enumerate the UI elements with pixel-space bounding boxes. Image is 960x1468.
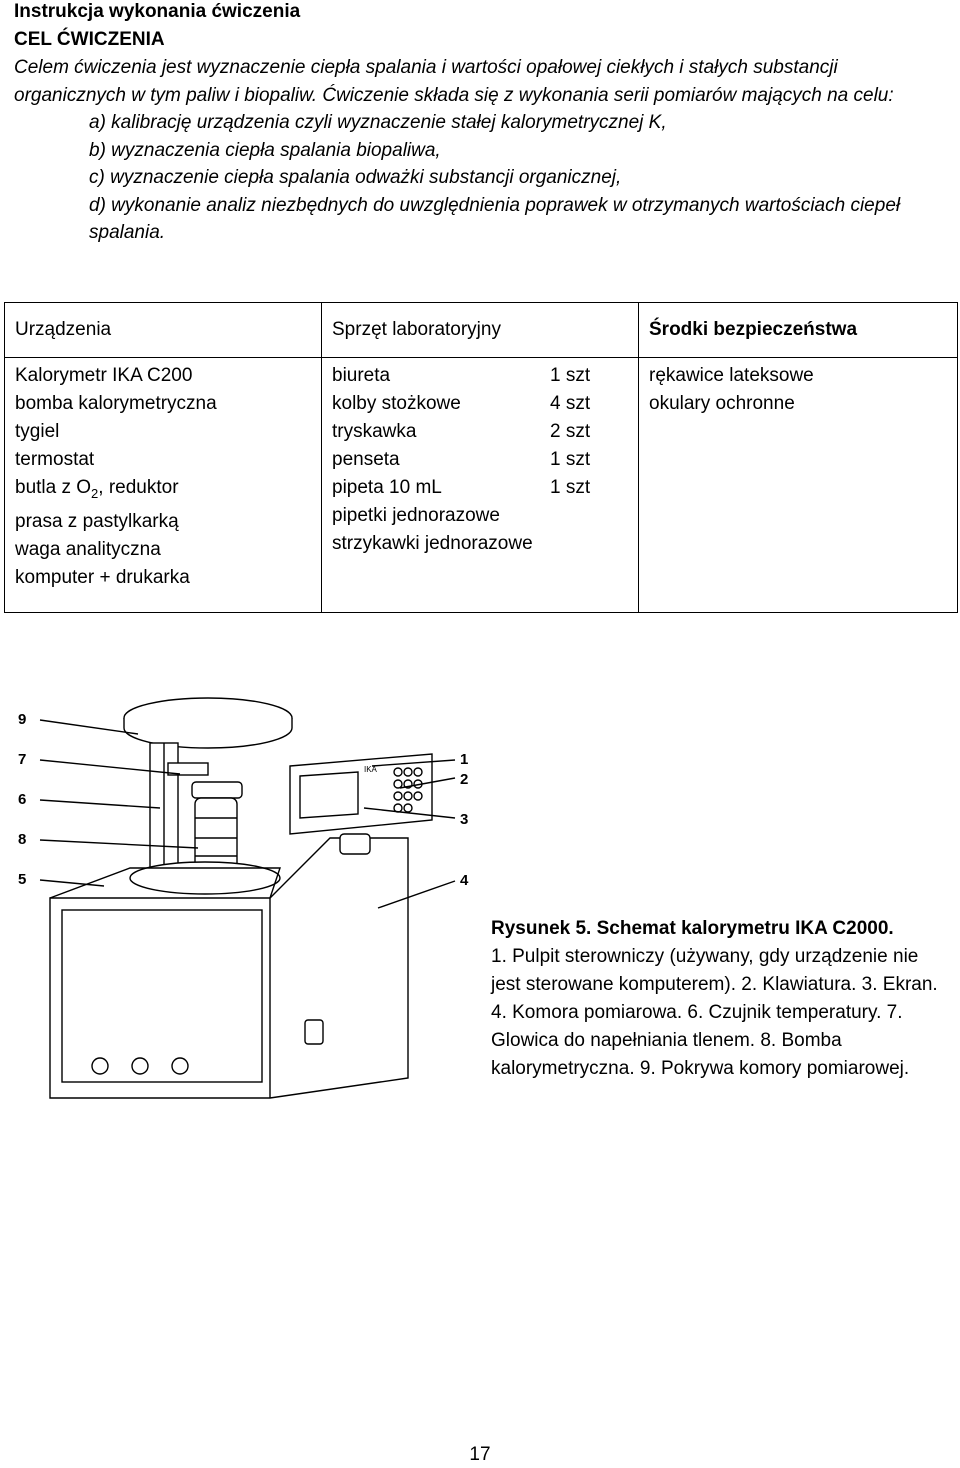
safety-cell: [639, 358, 958, 613]
device-item: waga analityczna: [15, 538, 161, 560]
intro-item-c: c) wyznaczenie ciepła spalania odważki substancji organicznej,: [89, 167, 622, 188]
device-item: [15, 474, 311, 508]
lab-item-name: strzykawki jednorazowe: [332, 533, 533, 554]
header-lab-equipment: Sprzęt laboratoryjny: [322, 303, 639, 358]
device-item: komputer + drukarka: [15, 566, 190, 588]
header-safety: Środki bezpieczeństwa: [639, 303, 958, 358]
intro-item-a: a) kalibrację urządzenia czyli wyznaczenie stałej kalorymetrycznej K,: [89, 112, 667, 133]
device-item: Kalorymetr IKA C200: [15, 365, 193, 386]
lab-item-name: tryskawka: [332, 421, 417, 442]
table-header-row: [5, 303, 958, 358]
device-item: prasa z pastylkarką: [15, 510, 179, 532]
devices-cell: [5, 358, 322, 613]
figure-label: 7: [18, 751, 27, 768]
lab-item-qty: 4 szt: [550, 393, 591, 414]
figure-caption: [491, 915, 951, 1083]
list-item: [332, 362, 628, 390]
intro-item-b: b) wyznaczenia ciepła spalania biopaliwa,: [89, 139, 441, 161]
lab-item-name: pipetki jednorazowe: [332, 505, 500, 526]
list-item: [332, 502, 628, 530]
lab-item-name: penseta: [332, 449, 400, 470]
device-item: bomba kalorymetryczna: [15, 393, 217, 414]
intro-item-d: d) wykonanie analiz niezbędnych do uwzględnienia poprawek w otrzymanych wartościach ciepeł spalania.: [89, 194, 901, 243]
list-item: [332, 446, 628, 474]
o2-subscript: 2: [91, 485, 99, 501]
lab-item-qty: 1 szt: [550, 449, 591, 470]
figure-label: 9: [18, 711, 27, 728]
calorimeter-figure: [0, 688, 480, 1108]
table-row: [5, 358, 958, 613]
lab-item-name: pipeta 10 mL: [332, 477, 442, 498]
list-item: [332, 390, 628, 418]
device-item: tygiel: [15, 421, 60, 442]
device-o2-suffix: , reduktor: [98, 477, 179, 498]
figure-label: 2: [460, 771, 469, 788]
brand-text: IKA: [364, 765, 377, 774]
lab-item-qty: 1 szt: [550, 477, 591, 498]
lab-item-name: kolby stożkowe: [332, 393, 461, 414]
lab-item-qty: 2 szt: [550, 421, 591, 442]
intro-list: [14, 109, 944, 247]
figure-label: 1: [460, 751, 469, 768]
intro-paragraph: Celem ćwiczenia jest wyznaczenie ciepła spalania i wartości opałowej ciekłych i stałych substancji organicznych w tym paliw i biopaliw. Ćwiczenie składa się z wykonania serii pomiarów mających na celu:: [14, 57, 894, 106]
header-devices: Urządzenia: [5, 303, 322, 358]
list-item: [332, 418, 628, 446]
document-title: Instrukcja wykonania ćwiczenia: [14, 1, 301, 22]
list-item: [332, 530, 628, 558]
lab-equipment-cell: [322, 358, 639, 613]
figure-label: 4: [460, 872, 469, 889]
figure-label: 5: [18, 871, 27, 888]
page-number: 17: [469, 1444, 491, 1465]
lab-item-qty: 1 szt: [550, 365, 591, 386]
safety-item: rękawice lateksowe: [649, 365, 814, 386]
safety-item: okulary ochronne: [649, 393, 795, 414]
caption-body: 1. Pulpit sterowniczy (używany, gdy urządzenie nie jest sterowane komputerem). 2. Klawiatura. 3. Ekran. 4. Komora pomiarowa. 6. Czujnik temperatury. 7. Glowica do napełniania tlenem. 8. Bomba kalorymetryczna. 9. Pokrywa komory pomiarowej.: [491, 946, 938, 1079]
device-o2-label: butla z O: [15, 477, 92, 498]
device-item: termostat: [15, 449, 95, 470]
figure-label: 6: [18, 791, 27, 808]
figure-label: 3: [460, 811, 469, 828]
lab-item-name: biureta: [332, 365, 391, 386]
caption-title: Rysunek 5. Schemat kalorymetru IKA C2000.: [491, 918, 894, 939]
intro-block: [14, 54, 944, 247]
section-heading: CEL ĆWICZENIA: [14, 29, 165, 50]
list-item: [332, 474, 628, 502]
figure-label: 8: [18, 831, 27, 848]
equipment-table: [4, 302, 958, 613]
